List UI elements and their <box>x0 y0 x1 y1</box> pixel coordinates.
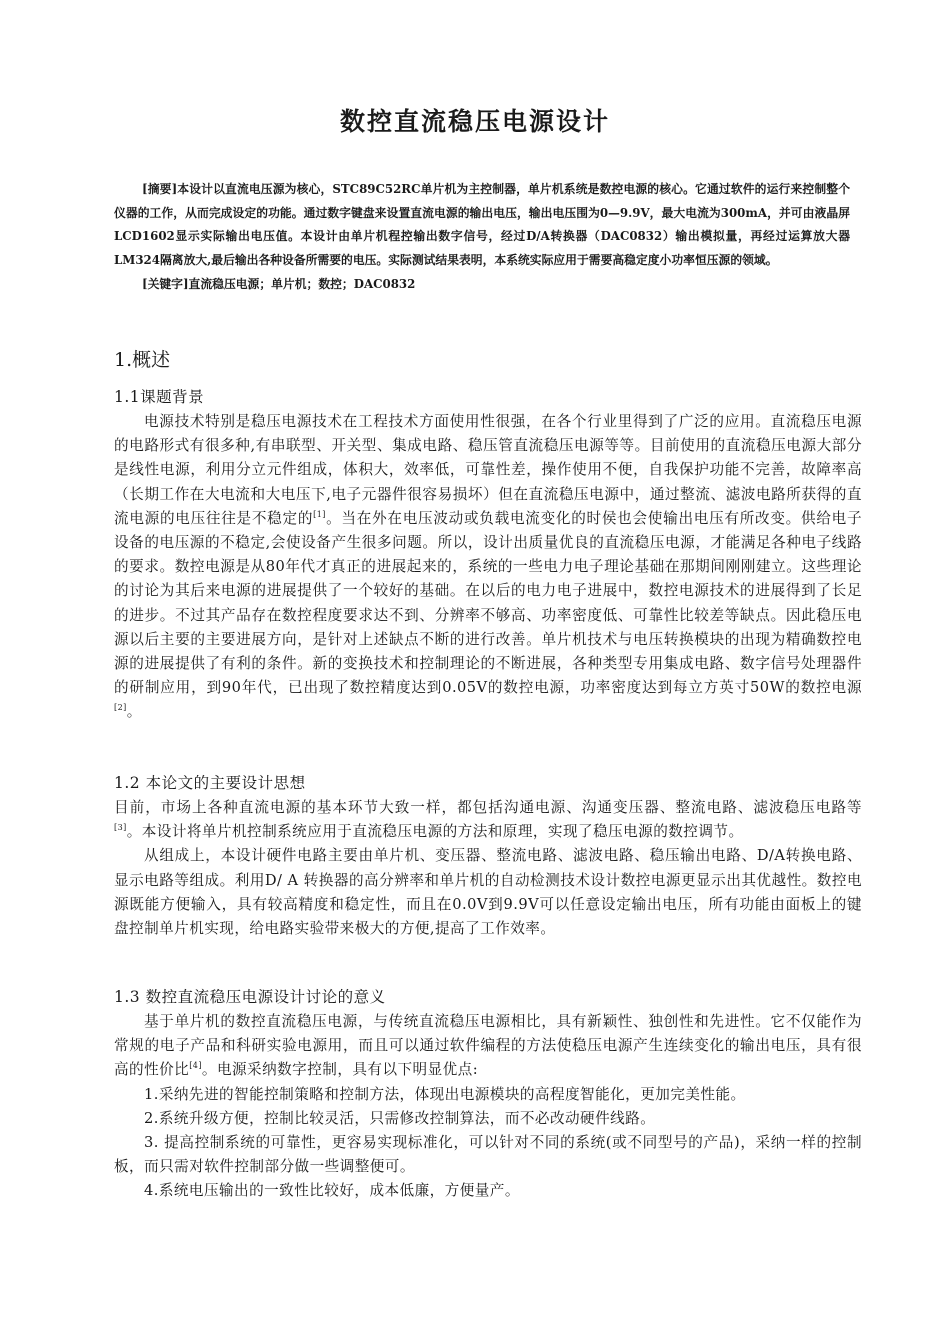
paragraph-text-part-b: 。电源采纳数字控制，具有以下明显优点: <box>201 1061 479 1079</box>
section-1-1-paragraph <box>114 410 862 725</box>
list-item: 2.系统升级方便，控制比较灵活，只需修改控制算法，而不必改动硬件线路。 <box>144 1109 656 1127</box>
abstract-block <box>114 178 850 297</box>
abstract-text: [摘要]本设计以直流电压源为核心，STC89C52RC单片机为主控制器，单片机系统是数控电源的核心。它通过软件的运行来控制整个仪器的工作，从而完成设定的功能。通过数字键盘来设置直流电源的输出电压，输出电压围为0—9.9V，最大电流为300mA，并可由液晶屏LCD1602显示实际输出电压值。本设计由单片机程控输出数字信号，经过D/A转换器（DAC0832）输出模拟量，再经过运算放大器LM324隔离放大,最后输出各种设备所需要的电压。实际测试结果表明，本系统实际应用于需要高稳定度小功率恒压源的领域。 <box>114 182 850 267</box>
section-1-1-heading: 1.1课题背景 <box>114 388 205 406</box>
paragraph-text-part-a: 目前，市场上各种直流电源的基本环节大致一样，都包括沟通电源、沟通变压器、整流电路、滤波稳压电路等 <box>114 799 862 816</box>
list-item: 3. 提高控制系统的可靠性，更容易实现标准化，可以针对不同的系统(或不同型号的产品)，采纳一样的控制板，而只需对软件控制部分做一些调整便可。 <box>114 1134 862 1176</box>
citation-ref-2: [2] <box>114 703 127 713</box>
section-1-3-heading: 1.3 数控直流稳压电源设计讨论的意义 <box>114 988 386 1006</box>
citation-ref-4: [4] <box>189 1061 202 1071</box>
section-1-2-body <box>114 796 862 941</box>
keywords-line: [关键字]直流稳压电源；单片机；数控；DAC0832 <box>142 277 416 291</box>
citation-ref-3: [3] <box>114 823 127 833</box>
paragraph-text-part-a: 基于单片机的数控直流稳压电源，与传统直流稳压电源相比，具有新颖性、独创性和先进性。它不仅能作为常规的电子产品和科研实验电源用，而且可以通过软件编程的方法使稳压电源产生连续变化的输出电压，具有很高的性价比 <box>114 1013 862 1079</box>
section-1-2-heading: 1.2 本论文的主要设计思想 <box>114 774 306 792</box>
paragraph-text-part-c: 。 <box>126 703 142 721</box>
section-1-3-paragraph-1 <box>114 1010 862 1083</box>
list-item: 1.采纳先进的智能控制策略和控制方法，体现出电源模块的高程度智能化，更加完美性能。 <box>144 1085 746 1103</box>
section-1-2-paragraph-2: 从组成上，本设计硬件电路主要由单片机、变压器、整流电路、滤波电路、稳压输出电路、D/A转换电路、显示电路等组成。利用D/ A 转换器的高分辨率和单片机的自动检测技术设计数控电源更显示出其优越性。数控电源既能方便输入，具有较高精度和稳定性，而且在0.0V到9.9V可以任意设定输出电压，所有功能由面板上的键盘控制单片机实现，给电路实验带来极大的方便,提高了工作效率。 <box>114 847 862 938</box>
section-1-3-body <box>114 1010 862 1204</box>
citation-ref-1: [1] <box>313 509 326 519</box>
paragraph-text-part-b: 。本设计将单片机控制系统应用于直流稳压电源的方法和原理，实现了稳压电源的数控调节。 <box>126 823 744 841</box>
list-item: 4.系统电压输出的一致性比较好，成本低廉，方便量产。 <box>144 1182 520 1200</box>
section-1-2-paragraph-1 <box>114 796 862 844</box>
section-1-1-body <box>114 410 862 725</box>
section-1-heading: 1.概述 <box>114 349 171 371</box>
paragraph-text-part-b: 。当在外在电压波动或负载电流变化的时侯也会使输出电压有所改变。供给电子设备的电压源的不稳定,会使设备产生很多问题。所以，设计出质量优良的直流稳压电源，才能满足各种电子线路的要求。数控电源是从80年代才真正的进展起来的，系统的一些电力电子理论基础在那期间刚刚建立。这些理论的讨论为其后来电源的进展提供了一个较好的基础。在以后的电力电子进展中，数控电源技术的进展得到了长足的进步。不过其产品存在数控程度要求达不到、分辨率不够高、功率密度低、可靠性比较差等缺点。因此稳压电源以后主要的主要进展方向，是针对上述缺点不断的进行改善。单片机技术与电压转换模块的出现为精确数控电源的进展提供了有利的条件。新的变换技术和控制理论的不断进展，各种类型专用集成电路、数字信号处理器件的研制应用，到90年代，已出现了数控精度达到0.05V的数控电源，功率密度达到每立方英寸50W的数控电源 <box>114 509 862 697</box>
document-title: 数控直流稳压电源设计 <box>339 107 610 136</box>
paragraph-text-part-a: 电源技术特别是稳压电源技术在工程技术方面使用性很强，在各个行业里得到了广泛的应用。直流稳压电源的电路形式有很多种,有串联型、开关型、集成电路、稳压管直流稳压电源等等。目前使用的直流稳压电源大部分是线性电源，利用分立元件组成，体积大，效率低，可靠性差，操作使用不便，自我保护功能不完善，故障率高（长期工作在大电流和大电压下,电子元器件很容易损坏）但在直流稳压电源中，通过整流、滤波电路所获得的直流电源的电压往往是不稳定的 <box>114 413 862 527</box>
